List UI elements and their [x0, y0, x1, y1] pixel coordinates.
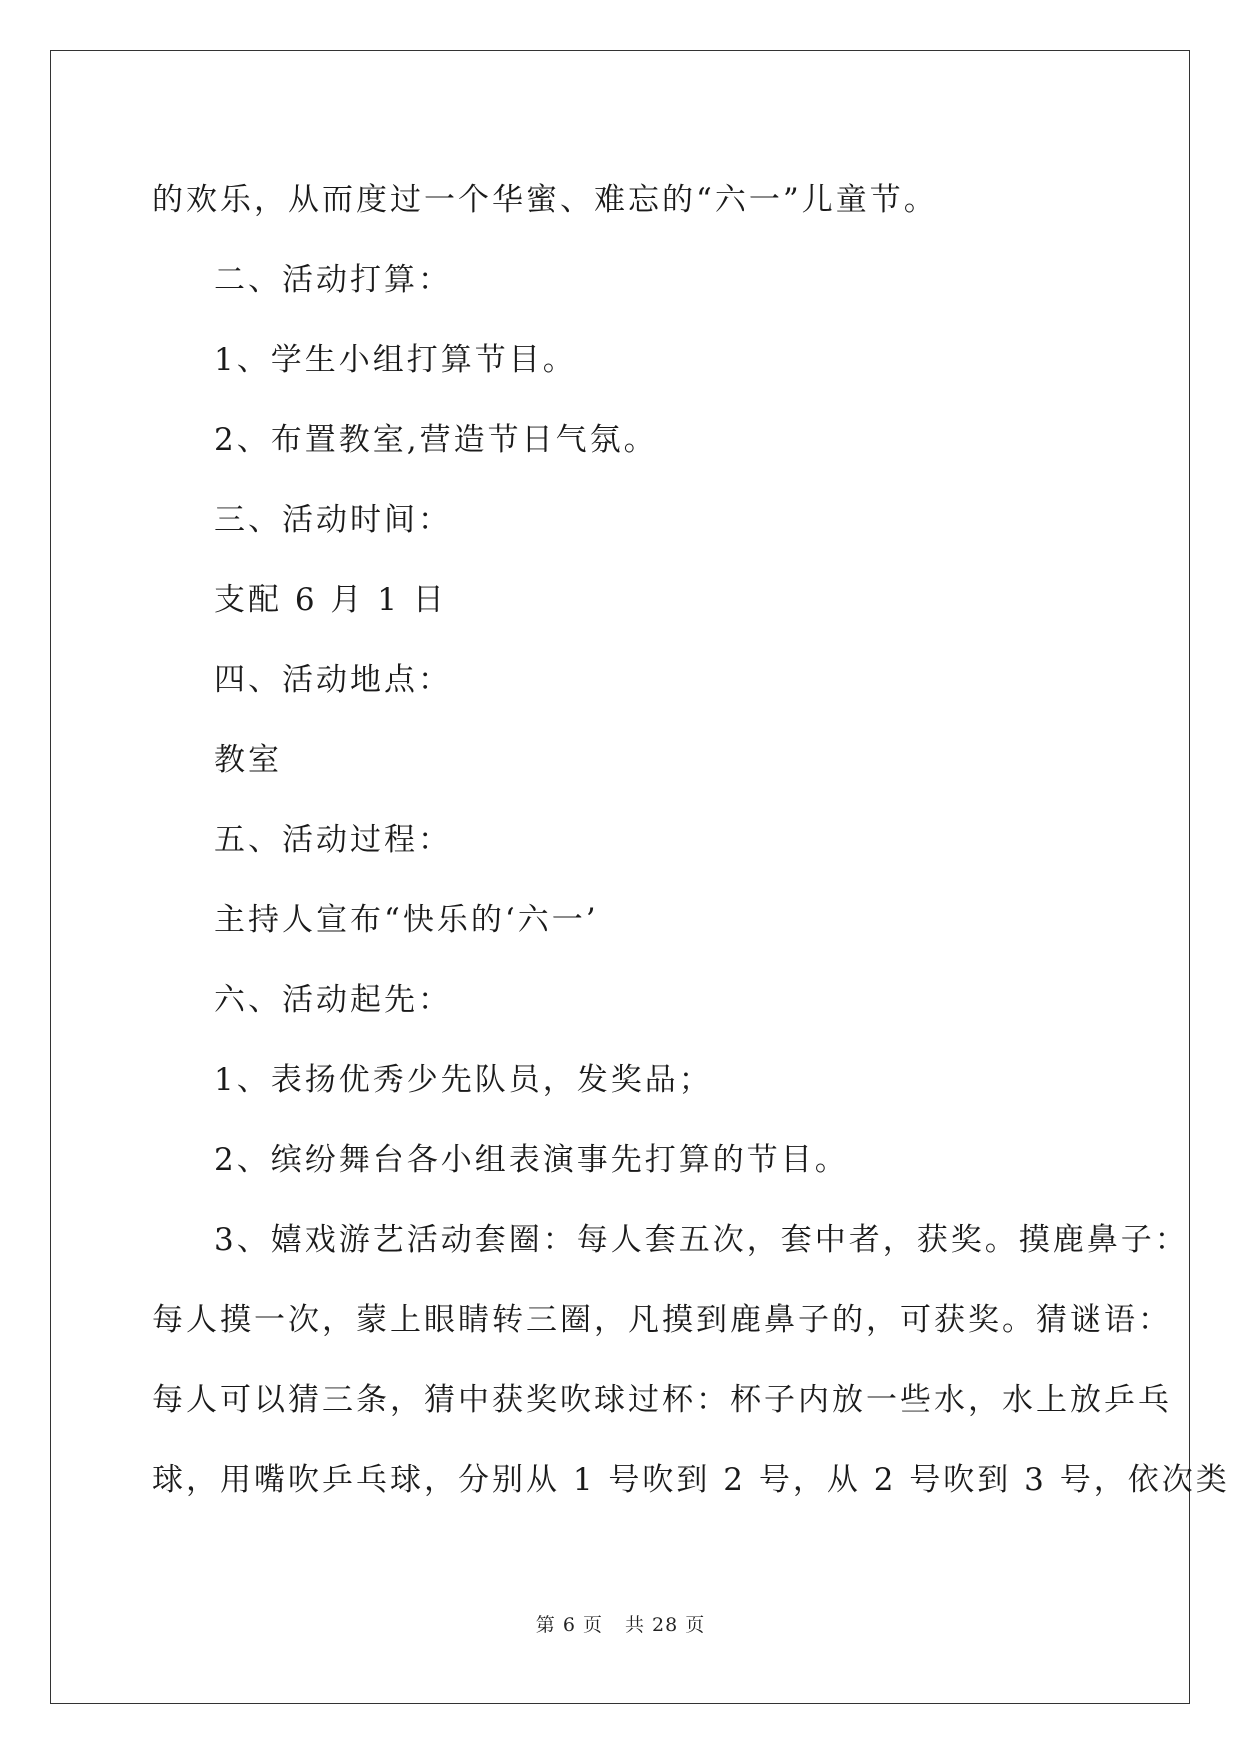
text-line: 教室	[214, 742, 282, 778]
text-line: 球，用嘴吹乒乓球，分别从 1 号吹到 2 号，从 2 号吹到 3 号，依次类	[152, 1462, 1230, 1498]
text-line: 主持人宣布“快乐的‘六一’	[214, 902, 599, 938]
text-line: 每人摸一次，蒙上眼睛转三圈，凡摸到鹿鼻子的，可获奖。猜谜语：	[152, 1302, 1172, 1338]
document-body	[152, 160, 1230, 1520]
text-line: 3、嬉戏游艺活动套圈：每人套五次，套中者，获奖。摸鹿鼻子：	[214, 1222, 1189, 1258]
text-line: 2、布置教室,营造节日气氛。	[214, 422, 658, 458]
text-line: 二、活动打算：	[214, 262, 452, 298]
text-line: 五、活动过程：	[214, 822, 452, 858]
text-line: 四、活动地点：	[214, 662, 452, 698]
text-line: 的欢乐，从而度过一个华蜜、难忘的“六一”儿童节。	[152, 182, 938, 218]
text-line: 三、活动时间：	[214, 502, 452, 538]
page-footer	[0, 1610, 1241, 1637]
page-number-total: 共 28 页	[624, 1614, 706, 1636]
text-line: 六、活动起先：	[214, 982, 452, 1018]
text-line: 支配 6 月 1 日	[214, 582, 447, 618]
text-line: 每人可以猜三条，猜中获奖吹球过杯：杯子内放一些水，水上放乒乓	[152, 1382, 1172, 1418]
text-line: 1、表扬优秀少先队员，发奖品；	[214, 1062, 713, 1098]
text-line: 1、学生小组打算节目。	[214, 342, 577, 378]
page-number-current: 第 6 页	[535, 1614, 603, 1636]
text-line: 2、缤纷舞台各小组表演事先打算的节目。	[214, 1142, 849, 1178]
